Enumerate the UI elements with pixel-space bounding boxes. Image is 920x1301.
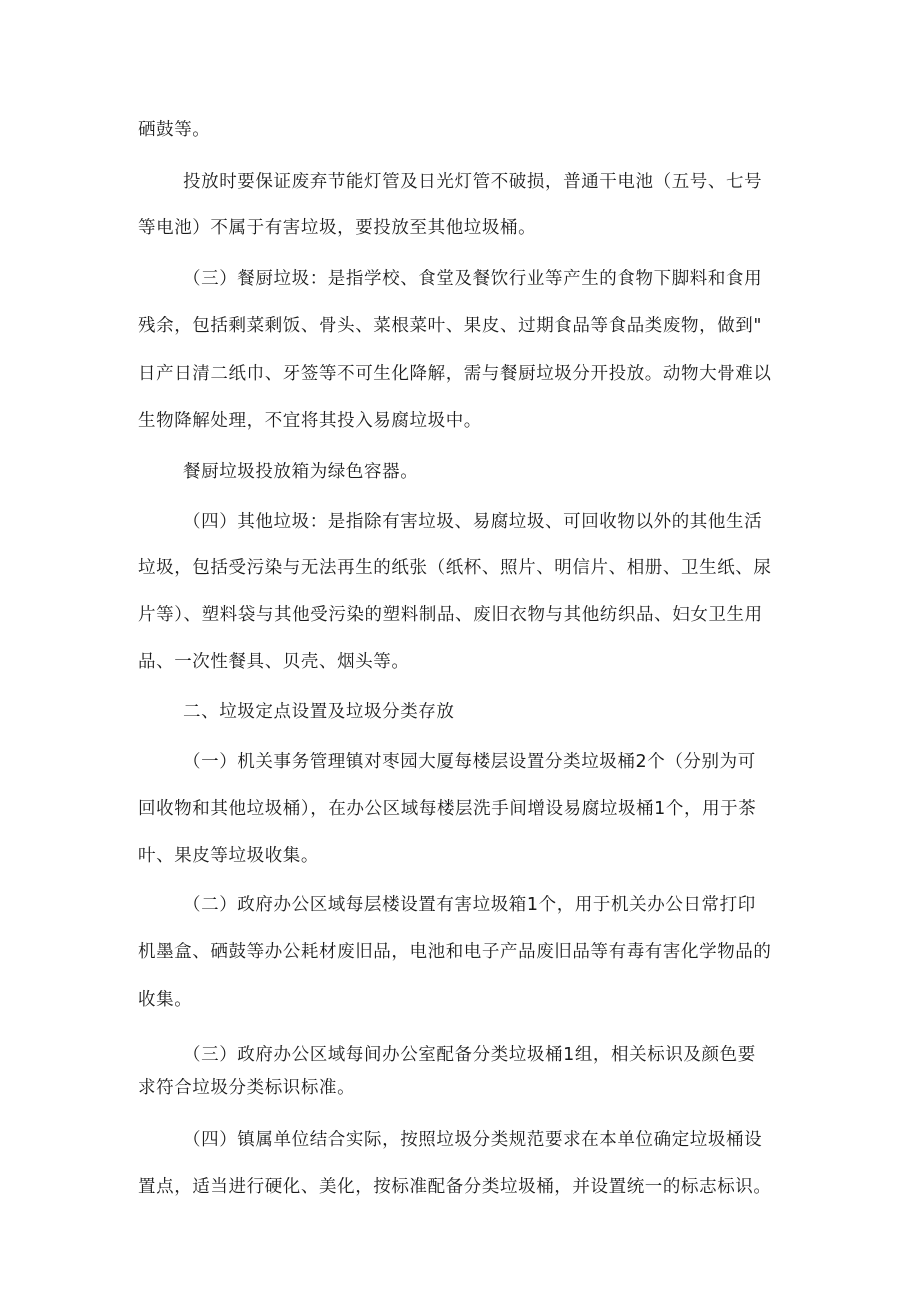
text-line: 叶、果皮等垃圾收集。 xyxy=(138,846,319,866)
text-line: 残余，包括剩菜剩饭、骨头、菜根菜叶、果皮、过期食品等食品类废物，做到" xyxy=(138,316,763,336)
text-line: 投放时要保证废弃节能灯管及日光灯管不破损，普通干电池（五号、七号 xyxy=(183,172,763,192)
text-line: 餐厨垃圾投放箱为绿色容器。 xyxy=(183,462,419,482)
text-line: 机墨盒、硒鼓等办公耗材废旧品，电池和电子产品废旧品等有毒有害化学物品的 xyxy=(138,942,772,962)
text-line: （一）机关事务管理镇对枣园大厦每楼层设置分类垃圾桶2个（分别为可 xyxy=(183,752,756,772)
text-line: （二）政府办公区域每层楼设置有害垃圾箱1个，用于机关办公日常打印 xyxy=(183,895,756,915)
text-line: 置点，适当进行硬化、美化，按标准配备分类垃圾桶，并设置统一的标志标识。 xyxy=(138,1177,772,1197)
text-line: 日产日清二纸巾、牙签等不可生化降解，需与餐厨垃圾分开投放。动物大骨难以 xyxy=(138,364,772,384)
text-line: （四）镇属单位结合实际，按照垃圾分类规范要求在本单位确定垃圾桶设 xyxy=(183,1130,763,1150)
text-line: 品、一次性餐具、贝壳、烟头等。 xyxy=(138,652,410,672)
text-line: 收集。 xyxy=(138,990,193,1010)
text-line: （三）政府办公区域每间办公室配备分类垃圾桶1组，相关标识及颜色要 xyxy=(183,1045,756,1065)
section-heading: 二、垃圾定点设置及垃圾分类存放 xyxy=(183,702,455,722)
text-line: 片等）、塑料袋与其他受污染的塑料制品、废旧衣物与其他纺织品、妇女卫生用 xyxy=(138,605,763,625)
text-line: （四）其他垃圾：是指除有害垃圾、易腐垃圾、可回收物以外的其他生活 xyxy=(183,512,763,532)
text-line: 生物降解处理，不宜将其投入易腐垃圾中。 xyxy=(138,411,482,431)
text-line: 硒鼓等。 xyxy=(138,120,211,140)
text-line: 求符合垃圾分类标识标准。 xyxy=(138,1078,356,1098)
text-line: 回收物和其他垃圾桶），在办公区域每楼层洗手间增设易腐垃圾桶1个，用于茶 xyxy=(138,799,757,819)
text-line: 等电池）不属于有害垃圾，要投放至其他垃圾桶。 xyxy=(138,218,537,238)
text-line: （三）餐厨垃圾：是指学校、食堂及餐饮行业等产生的食物下脚料和食用 xyxy=(183,269,763,289)
text-line: 垃圾，包括受污染与无法再生的纸张（纸杯、照片、明信片、相册、卫生纸、尿 xyxy=(138,558,772,578)
